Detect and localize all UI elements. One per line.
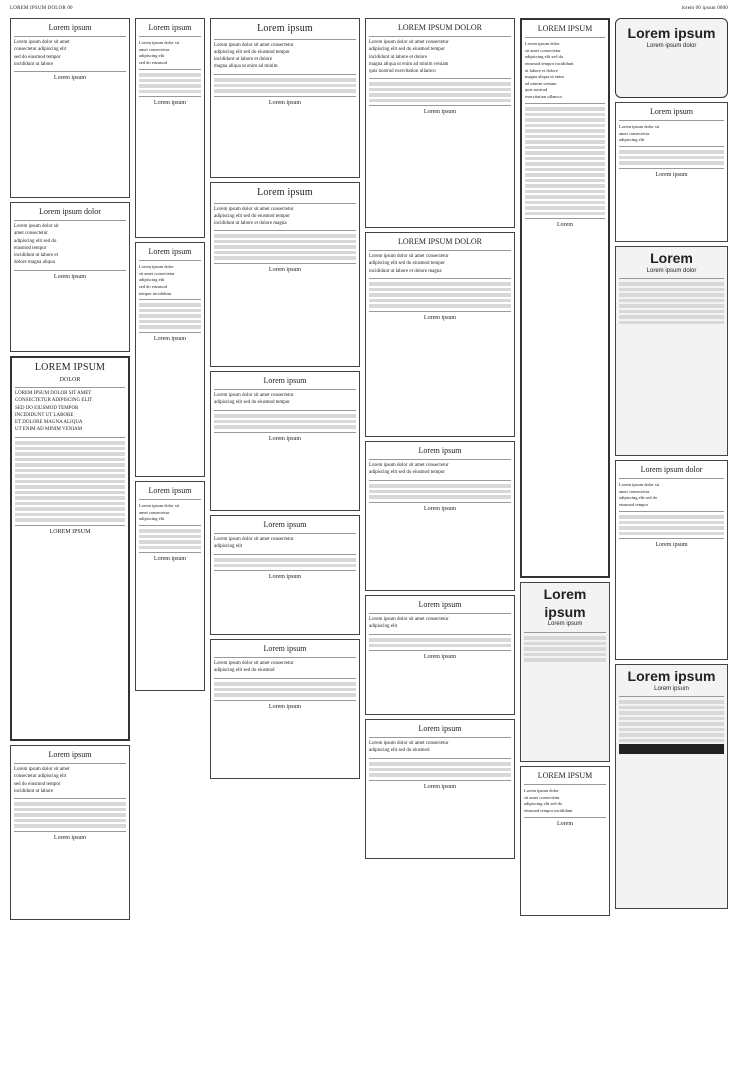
notice-c3-3: Lorem ipsum Lorem ipsum dolor sit amet consectetur adipiscing elit sed do eiusmod tempor Lorem ipsum [210, 371, 360, 511]
column-5 [520, 18, 610, 916]
header-right: lorem 00 ipsum 0000 [681, 6, 728, 11]
ad-strip [619, 744, 724, 754]
ad-bottom-right: Lorem ipsum Lorem ipsum [615, 664, 728, 909]
notice-c6-2: Lorem ipsum dolor Lorem ipsum dolor sit amet consectetur adipiscing elit sed do eiusmod tempor Lorem ipsum [615, 460, 728, 660]
column-6 [615, 18, 728, 909]
notice-c2-3: Lorem ipsum Lorem ipsum dolor sit amet consectetur adipiscing elit Lorem ipsum [135, 481, 205, 691]
notice-c6-1: Lorem ipsum Lorem ipsum dolor sit amet consectetur adipiscing elit Lorem ipsum [615, 102, 728, 242]
ad-mid-right: Lorem Lorem ipsum dolor [615, 246, 728, 456]
notice-c1-1: Lorem ipsum Lorem ipsum dolor sit amet consectetur adipiscing elit sed do eiusmod tempor incididunt ut labore Lorem ipsum [10, 18, 130, 198]
column-3 [210, 18, 360, 779]
notice-c3-2: Lorem ipsum Lorem ipsum dolor sit amet consectetur adipiscing elit sed do eiusmod tempor incididunt ut labore et dolore magna Lorem ipsum [210, 182, 360, 367]
notice-c3-5: Lorem ipsum Lorem ipsum dolor sit amet consectetur adipiscing elit sed do eiusmod Lorem ipsum [210, 639, 360, 779]
notice-c1-3: LOREM IPSUM DOLOR LOREM IPSUM DOLOR SIT AMET CONSECTETUR ADIPISCING ELIT SED DO EIUSMOD TEMPOR INCIDIDUNT UT LABORE ET DOLORE MAGNA ALIQUA UT ENIM AD MINIM VENIAM LOREM IPSUM [10, 356, 130, 741]
page-header [10, 6, 728, 18]
notice-c4-4: Lorem ipsum Lorem ipsum dolor sit amet consectetur adipiscing elit Lorem ipsum [365, 595, 515, 715]
notice-c4-2: LOREM IPSUM DOLOR Lorem ipsum dolor sit amet consectetur adipiscing elit sed do eiusmod tempor incididunt ut labore et dolore magna Lorem ipsum [365, 232, 515, 437]
notice-c5-1: LOREM IPSUM Lorem ipsum dolor sit amet consectetur adipiscing elit sed do eiusmod tempor incididunt ut labore et dolore magna aliqua ut enim ad minim veniam quis nostrud exercitation ullamco Lorem [520, 18, 610, 578]
ad-bottom-center: Lorem ipsum Lorem ipsum [520, 582, 610, 762]
column-4 [365, 18, 515, 859]
column-1 [10, 18, 130, 920]
notice-c3-4: Lorem ipsum Lorem ipsum dolor sit amet consectetur adipiscing elit Lorem ipsum [210, 515, 360, 635]
notice-c4-3: Lorem ipsum Lorem ipsum dolor sit amet consectetur adipiscing elit sed do eiusmod tempor Lorem ipsum [365, 441, 515, 591]
notice-c4-5: Lorem ipsum Lorem ipsum dolor sit amet consectetur adipiscing elit sed do eiusmod Lorem ipsum [365, 719, 515, 859]
notice-c2-2: Lorem ipsum Lorem ipsum dolor sit amet consectetur adipiscing elit sed do eiusmod tempor incididunt Lorem ipsum [135, 242, 205, 477]
notice-c2-1: Lorem ipsum Lorem ipsum dolor sit amet consectetur adipiscing elit sed do eiusmod Lorem ipsum [135, 18, 205, 238]
notice-c4-1: LOREM IPSUM DOLOR Lorem ipsum dolor sit amet consectetur adipiscing elit sed do eiusmod tempor incididunt ut labore et dolore magna aliqua ut enim ad minim veniam quis nostrud exercitation ullamco Lorem ipsum [365, 18, 515, 228]
notice-c1-2: Lorem ipsum dolor Lorem ipsum dolor sit amet consectetur adipiscing elit sed do eiusmod tempor incididunt ut labore et dolore magna aliqua Lorem ipsum [10, 202, 130, 352]
header-left: LOREM IPSUM DOLOR 00 [10, 6, 73, 11]
notice-c3-1: Lorem ipsum Lorem ipsum dolor sit amet consectetur adipiscing elit sed do eiusmod tempor incididunt ut labore et dolore magna aliqua ut enim ad minim Lorem ipsum [210, 18, 360, 178]
ad-top-right: Lorem ipsum Lorem ipsum dolor [615, 18, 728, 98]
column-2 [135, 18, 205, 691]
notice-c5-2: LOREM IPSUM Lorem ipsum dolor sit amet consectetur adipiscing elit sed do eiusmod tempor incididunt Lorem [520, 766, 610, 916]
notice-c1-4: Lorem ipsum Lorem ipsum dolor sit amet consectetur adipiscing elit sed do eiusmod tempor incididunt ut labore Lorem ipsum [10, 745, 130, 920]
newspaper-page [10, 18, 728, 1048]
